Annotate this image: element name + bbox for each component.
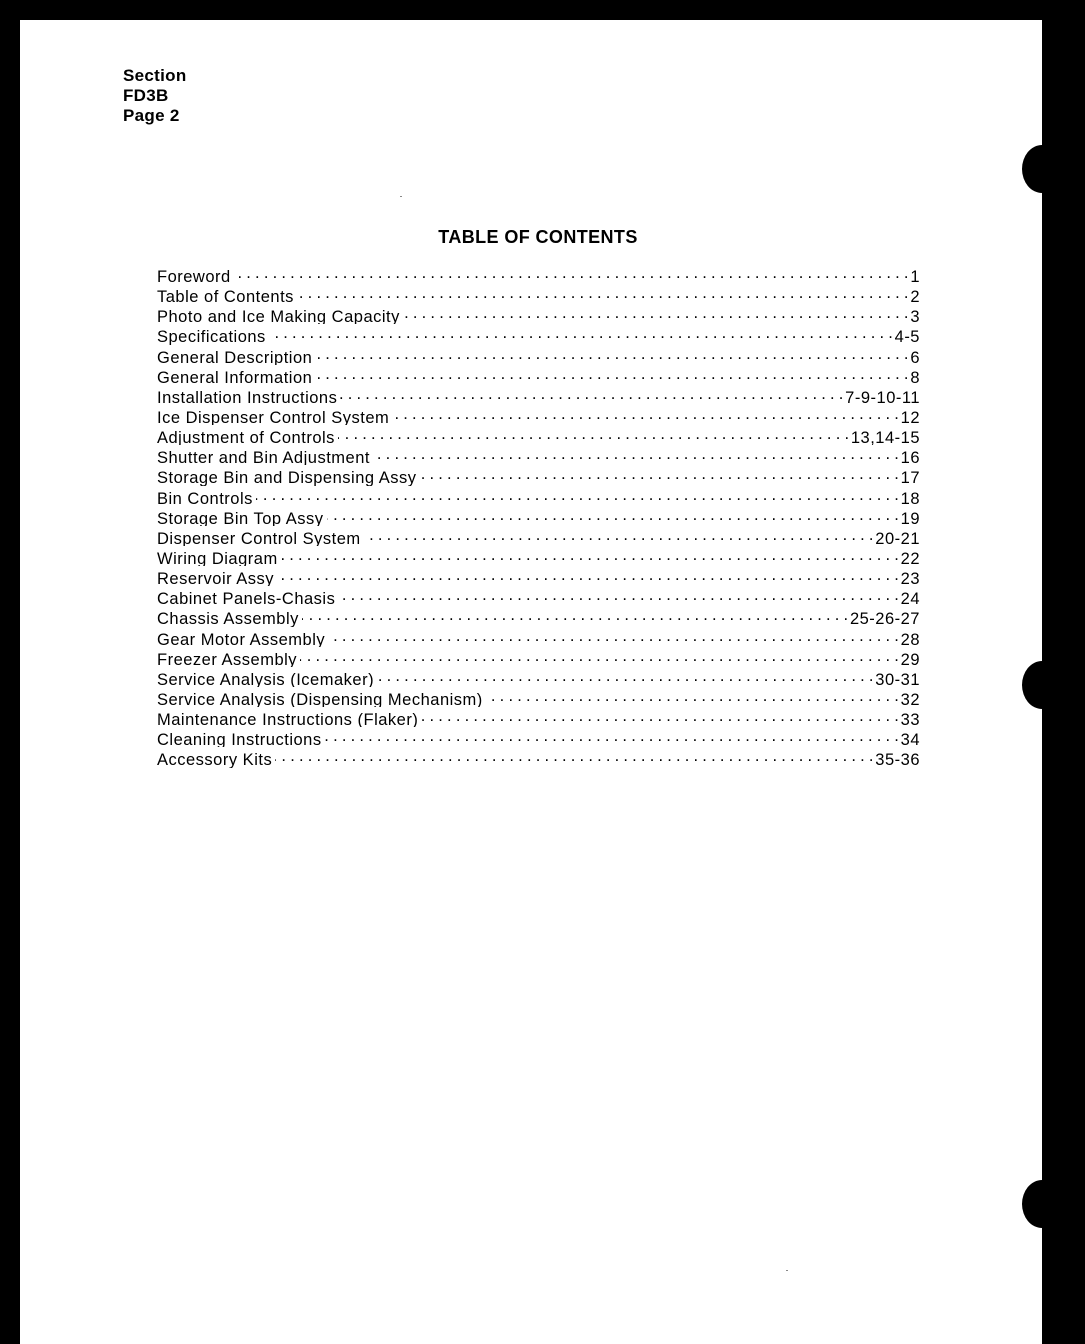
dot-leader: [277, 566, 899, 584]
section-header: [123, 66, 187, 126]
dot-leader: [325, 727, 899, 745]
dot-leader: [419, 465, 898, 483]
punch-hole: [1022, 145, 1062, 193]
toc-entry-label: Gear Motor Assembly: [157, 631, 328, 647]
toc-entry-page: 2: [908, 288, 920, 304]
toc-entry-label: Adjustment of Controls: [157, 429, 338, 445]
toc-entry: [157, 465, 920, 485]
toc-entry-page: 24: [899, 590, 920, 606]
toc-entry-label: Maintenance Instructions (Flaker): [157, 711, 421, 727]
dot-leader: [281, 546, 899, 564]
toc-entry-label: Service Analysis (Icemaker): [157, 671, 377, 687]
toc-entry: [157, 445, 920, 465]
dot-leader: [392, 405, 898, 423]
toc-entry-label: Cleaning Instructions: [157, 731, 325, 747]
toc-entry: [157, 365, 920, 385]
toc-entry-label: Cabinet Panels-Chasis: [157, 590, 338, 606]
dot-leader: [275, 747, 873, 765]
dot-leader: [377, 667, 873, 685]
toc-entry-label: General Description: [157, 349, 315, 365]
toc-entry-page: 34: [899, 731, 920, 747]
dot-leader: [315, 345, 908, 363]
toc-entry-page: 35-36: [873, 751, 920, 767]
toc-entry-label: Foreword: [157, 268, 234, 284]
toc-entry-page: 18: [899, 490, 920, 506]
toc-entry-page: 19: [899, 510, 920, 526]
toc-entry-page: 17: [899, 469, 920, 485]
dot-leader: [364, 526, 874, 544]
toc-entry-page: 16: [899, 449, 920, 465]
page-number: Page 2: [123, 106, 180, 125]
toc-entry: [157, 506, 920, 526]
toc-entry-page: 22: [899, 550, 920, 566]
toc-entry: [157, 486, 920, 506]
toc-entry-page: 12: [899, 409, 920, 425]
toc-entry-label: General Information: [157, 369, 315, 385]
punch-hole: [1022, 661, 1062, 709]
section-label: Section: [123, 66, 187, 85]
toc-entry-page: 4-5: [893, 328, 920, 344]
scan-speck: [400, 196, 402, 197]
toc-entry: [157, 687, 920, 707]
toc-entry-page: 30-31: [873, 671, 920, 687]
toc-entry: [157, 385, 920, 405]
toc-entry: [157, 264, 920, 284]
toc-entry-label: Bin Controls: [157, 490, 256, 506]
toc-entry-label: Freezer Assembly: [157, 651, 300, 667]
toc-entry-page: 28: [899, 631, 920, 647]
toc-entry-page: 7-9-10-11: [843, 389, 920, 405]
toc-entry-label: Reservoir Assy: [157, 570, 277, 586]
toc-entry-label: Accessory Kits: [157, 751, 275, 767]
scan-speck: [786, 1270, 788, 1271]
toc-entry-label: Dispenser Control System: [157, 530, 364, 546]
toc-entry-page: 23: [899, 570, 920, 586]
document-page: [20, 20, 1042, 1344]
toc-entry-label: Chassis Assembly: [157, 610, 302, 626]
toc-entry-page: 8: [908, 369, 920, 385]
toc-entry: [157, 304, 920, 324]
toc-entry: [157, 345, 920, 365]
toc-entry-label: Storage Bin and Dispensing Assy: [157, 469, 419, 485]
punch-hole: [1022, 1180, 1062, 1228]
toc-entry-label: Table of Contents: [157, 288, 297, 304]
toc-entry-page: 29: [899, 651, 920, 667]
toc-entry: [157, 324, 920, 344]
toc-entry: [157, 566, 920, 586]
toc-entry-label: Service Analysis (Dispensing Mechanism): [157, 691, 486, 707]
toc-entry: [157, 405, 920, 425]
dot-leader: [302, 606, 848, 624]
toc-entry: [157, 727, 920, 747]
toc-entry-label: Ice Dispenser Control System: [157, 409, 392, 425]
dot-leader: [486, 687, 899, 705]
toc-entry-page: 3: [908, 308, 920, 324]
toc-entry-page: 25-26-27: [848, 610, 920, 626]
toc-entry-label: Installation Instructions: [157, 389, 340, 405]
dot-leader: [234, 264, 909, 282]
dot-leader: [328, 627, 899, 645]
toc-entry-label: Shutter and Bin Adjustment: [157, 449, 373, 465]
toc-entry-page: 33: [899, 711, 920, 727]
toc-entry-page: 13,14-15: [849, 429, 920, 445]
toc-title: TABLE OF CONTENTS: [438, 227, 638, 247]
toc-entry: [157, 707, 920, 727]
dot-leader: [338, 425, 849, 443]
toc-entry: [157, 526, 920, 546]
toc-entry: [157, 627, 920, 647]
dot-leader: [269, 324, 893, 342]
dot-leader: [373, 445, 899, 463]
toc-entry: [157, 606, 920, 626]
dot-leader: [403, 304, 908, 322]
toc-entry-label: Photo and Ice Making Capacity: [157, 308, 403, 324]
toc-entry: [157, 586, 920, 606]
dot-leader: [300, 647, 899, 665]
toc-list: [157, 264, 920, 768]
toc-entry-label: Storage Bin Top Assy: [157, 510, 327, 526]
toc-entry-label: Wiring Diagram: [157, 550, 281, 566]
toc-entry-page: 20-21: [873, 530, 920, 546]
dot-leader: [340, 385, 843, 403]
toc-entry: [157, 747, 920, 767]
toc-entry: [157, 667, 920, 687]
toc-entry-label: Specifications: [157, 328, 269, 344]
toc-entry: [157, 647, 920, 667]
dot-leader: [338, 586, 898, 604]
toc-entry: [157, 284, 920, 304]
dot-leader: [421, 707, 898, 725]
toc-entry-page: 1: [908, 268, 920, 284]
toc-entry-page: 32: [899, 691, 920, 707]
section-code: FD3B: [123, 86, 169, 105]
toc-entry-page: 6: [908, 349, 920, 365]
dot-leader: [327, 506, 899, 524]
dot-leader: [297, 284, 908, 302]
dot-leader: [315, 365, 908, 383]
toc-entry: [157, 425, 920, 445]
toc-entry: [157, 546, 920, 566]
dot-leader: [256, 486, 899, 504]
